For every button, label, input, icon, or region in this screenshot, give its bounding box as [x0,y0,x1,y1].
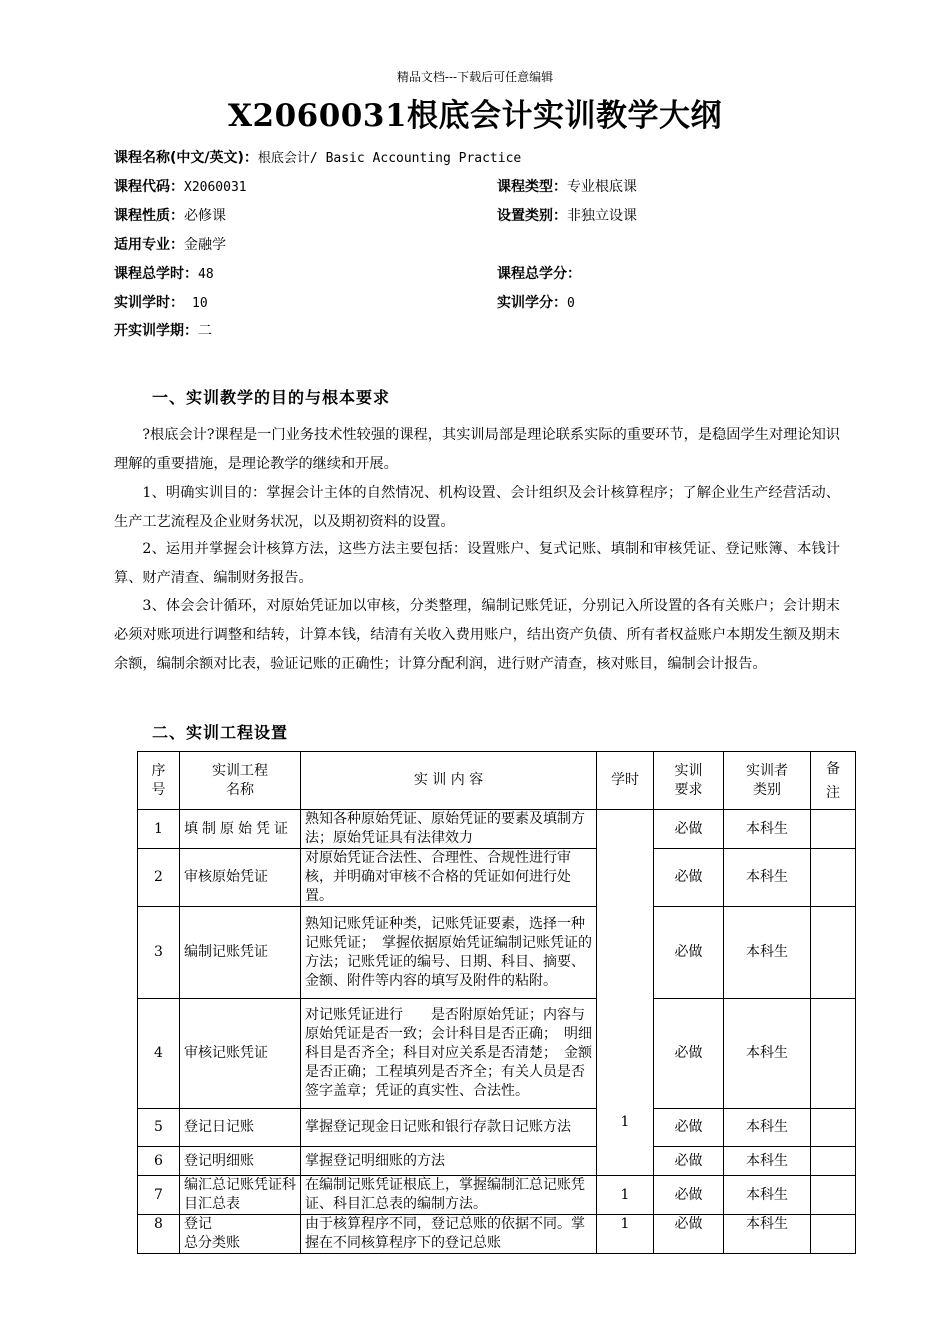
table-row [138,1147,856,1176]
row-requirement: 必做 [654,1109,724,1147]
total-credits-line [497,263,581,283]
row-requirement: 必做 [654,1147,724,1176]
row-category: 本科生 [724,1109,811,1147]
header-seq: 序 号 [138,752,180,810]
setup-category-value: 非独立设课 [567,208,637,224]
row-requirement: 必做 [654,1176,724,1215]
table-row [138,1215,856,1254]
course-name-line [114,147,521,167]
table-header-row [138,752,856,810]
row-name: 登记明细账 [180,1147,301,1176]
section1-paragraph: 1、明确实训目的：掌握会计主体的自然情况、机构设置、会计组织及会计核算程序；了解企业生产经营活动、生产工艺流程及企业财务状况，以及期初资料的设置。 [114,485,840,530]
training-credits-value: 0 [567,296,575,311]
training-term-value: 二 [198,323,212,339]
row-category: 本科生 [724,1215,811,1254]
row-requirement: 必做 [654,999,724,1109]
row-seq: 1 [138,810,180,849]
row-name: 编制记账凭证 [180,907,301,999]
row-name: 登记 总分类账 [180,1215,301,1254]
table-row [138,810,856,849]
header-requirement: 实训 要求 [654,752,724,810]
row-note [811,849,856,907]
major-label: 适用专业： [114,237,184,253]
section2-heading: 二、实训工程设置 [152,723,289,742]
row-seq: 8 [138,1215,180,1254]
training-term-label: 开实训学期： [114,323,198,339]
row-name: 编汇总记账凭证科目汇总表 [180,1176,301,1215]
training-hours-value: 10 [192,296,208,311]
row-content: 由于核算程序不同，登记总账的依据不同。掌握在不同核算程序下的登记总账 [301,1215,597,1254]
page-title: X2060031根底会计实训教学大纲 [227,98,723,134]
row-requirement: 必做 [654,849,724,907]
table-row [138,1176,856,1215]
training-hours-line [114,292,208,312]
row-note [811,810,856,849]
training-credits-label: 实训学分： [497,295,567,311]
header-note: 备 注 [811,752,856,810]
row-seq: 5 [138,1109,180,1147]
row-category: 本科生 [724,1147,811,1176]
course-name-value: 根底会计/ Basic Accounting Practice [257,151,522,166]
row-note [811,1176,856,1215]
course-code-line [114,176,247,196]
course-name-label: 课程名称(中文/英文)： [114,150,258,166]
table-row [138,999,856,1109]
training-hours-label: 实训学时： [114,295,184,311]
course-code-value: X2060031 [184,180,247,195]
row-seq: 6 [138,1147,180,1176]
row-hours-merged: 1 [597,810,654,1176]
course-nature-value: 必修课 [184,208,226,224]
row-requirement: 必做 [654,810,724,849]
total-credits-label: 课程总学分： [497,266,581,282]
row-requirement: 必做 [654,907,724,999]
major-value: 金融学 [184,237,226,253]
course-nature-line [114,205,226,225]
row-note [811,999,856,1109]
course-type-label: 课程类型： [497,179,567,195]
section1-heading: 一、实训教学的目的与根本要求 [152,388,391,407]
table-row [138,907,856,999]
header-hours: 学时 [597,752,654,810]
row-content: 在编制记账凭证根底上，掌握编制汇总记账凭证、科目汇总表的编制方法。 [301,1176,597,1215]
row-requirement: 必做 [654,1215,724,1254]
row-category: 本科生 [724,810,811,849]
header-note: 精品文档---下载后可任意编辑 [396,70,554,84]
table-row [138,1109,856,1147]
major-line [114,234,226,254]
row-name: 审核记账凭证 [180,999,301,1109]
row-category: 本科生 [724,849,811,907]
header-name: 实训工程 名称 [180,752,301,810]
table-row [138,849,856,907]
row-content: 对记账凭证进行 是否附原始凭证；内容与原始凭证是否一致；会计科目是否正确； 明细科目是否齐全；科目对应关系是否清楚； 金额是否正确；工程填列是否齐全；有关人员是否签字盖章；凭证的真实性、合法性。 [301,999,597,1109]
total-hours-label: 课程总学时： [114,266,198,282]
header-category: 实训者 类别 [724,752,811,810]
row-hours: 1 [597,1215,654,1254]
row-name: 登记日记账 [180,1109,301,1147]
row-category: 本科生 [724,907,811,999]
row-note [811,1109,856,1147]
row-seq: 2 [138,849,180,907]
section1-paragraph: 3、体会会计循环，对原始凭证加以审核，分类整理，编制记账凭证，分别记入所设置的各有关账户；会计期末必须对账项进行调整和结转，计算本钱，结清有关收入费用账户，结出资产负债、所有者权益账户本期发生额及期末余额，编制余额对比表，验证记账的正确性；计算分配利润，进行财产清查，核对账目，编制会计报告。 [114,598,840,672]
training-term-line [114,320,212,340]
total-hours-value: 48 [198,267,214,282]
row-seq: 4 [138,999,180,1109]
row-note [811,1215,856,1254]
section1-paragraph: ?根底会计?课程是一门业务技术性较强的课程，其实训局部是理论联系实际的重要环节，是稳固学生对理论知识理解的重要措施，是理论教学的继续和开展。 [114,427,840,472]
course-type-value: 专业根底课 [567,179,637,195]
training-plan-table [137,751,856,1254]
setup-category-line [497,205,637,225]
row-note [811,1147,856,1176]
training-credits-line [497,292,575,312]
row-name: 填制原始凭证 [180,810,301,849]
row-content: 掌握登记明细账的方法 [301,1147,597,1176]
row-content: 对原始凭证合法性、合理性、合规性进行审核，并明确对审核不合格的凭证如何进行处置。 [301,849,597,907]
row-content: 熟知各种原始凭证、原始凭证的要素及填制方法；原始凭证具有法律效力 [301,810,597,849]
course-nature-label: 课程性质： [114,208,184,224]
row-seq: 7 [138,1176,180,1215]
header-content: 实 训 内 容 [301,752,597,810]
row-seq: 3 [138,907,180,999]
setup-category-label: 设置类别： [497,208,567,224]
course-code-label: 课程代码： [114,179,184,195]
total-hours-line [114,263,214,283]
row-note [811,907,856,999]
row-category: 本科生 [724,999,811,1109]
row-name: 审核原始凭证 [180,849,301,907]
row-content: 熟知记账凭证种类，记账凭证要素，选择一种记账凭证； 掌握依据原始凭证编制记账凭证的方法；记账凭证的编号、日期、科目、摘要、金额、附件等内容的填写及附件的粘附。 [301,907,597,999]
section1-paragraph: 2、运用并掌握会计核算方法，这些方法主要包括：设置账户、复式记账、填制和审核凭证、登记账簿、本钱计算、财产清查、编制财务报告。 [114,541,840,586]
row-content: 掌握登记现金日记账和银行存款日记账方法 [301,1109,597,1147]
row-category: 本科生 [724,1176,811,1215]
row-hours: 1 [597,1176,654,1215]
course-type-line [497,176,637,196]
